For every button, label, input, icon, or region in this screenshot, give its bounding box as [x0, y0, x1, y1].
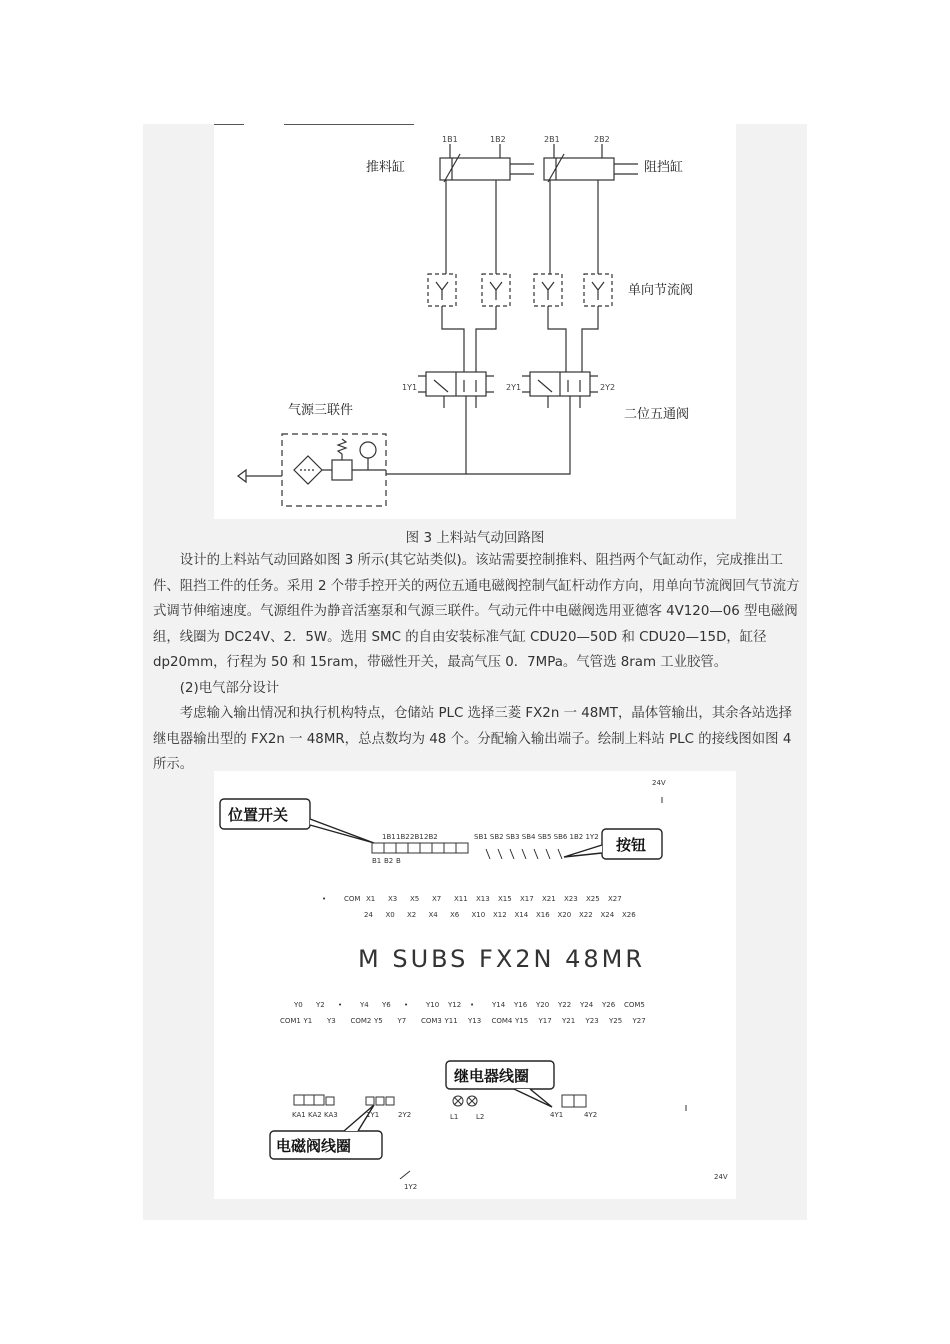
plc-output-terminal: Y14	[492, 1001, 506, 1009]
sensor-bottom-label: B	[396, 857, 401, 865]
coil-label: 2Y2	[398, 1111, 412, 1119]
plc-input-terminal: X0	[385, 911, 395, 919]
plc-input-terminal: X20	[557, 911, 572, 919]
plc-input-terminal: X2	[407, 911, 417, 919]
plc-input-terminal: 24	[364, 911, 373, 919]
plc-output-terminal: Y24	[580, 1001, 594, 1009]
plc-output-terminal: Y26	[602, 1001, 616, 1009]
plc-input-terminal: X1	[366, 895, 376, 903]
plc-output-terminal: COM5	[624, 1001, 645, 1009]
plc-output-terminal: Y2	[316, 1001, 325, 1009]
sensor-label: 1B1	[382, 833, 396, 841]
plc-input-terminal: X5	[410, 895, 420, 903]
plc-output-terminal: Y1	[303, 1017, 313, 1025]
plc-input-terminal: X24	[600, 911, 615, 919]
plc-wiring-figure	[214, 771, 736, 1199]
ka-label: KA3	[324, 1111, 338, 1119]
plc-output-terminal: •	[470, 1001, 475, 1009]
ka-label: KA2	[308, 1111, 322, 1119]
plc-input-terminal: X14	[514, 911, 529, 919]
sensor-bottom-label: B1	[372, 857, 382, 865]
plc-output-terminal: •	[338, 1001, 343, 1009]
pneumatic-circuit-figure	[214, 124, 736, 519]
plc-wiring-diagram	[214, 771, 736, 1199]
ka-label: KA1	[292, 1111, 306, 1119]
plc-input-terminal: X3	[388, 895, 398, 903]
plc-input-terminal: X6	[450, 911, 460, 919]
sensor-2b2-label: 2B2	[594, 135, 610, 144]
plc-output-terminal: Y16	[514, 1001, 528, 1009]
coil-2y2-label: 2Y2	[600, 383, 616, 392]
air-source-label: 气源三联件	[288, 403, 354, 418]
plc-input-terminal: COM	[344, 895, 361, 903]
plc-output-terminal: Y12	[448, 1001, 462, 1009]
coil-label: 4Y2	[584, 1111, 598, 1119]
figure3-caption: 图 3 上料站气动回路图	[405, 530, 545, 546]
plc-output-terminal: COM2	[350, 1017, 372, 1025]
plc-input-terminal: •	[322, 895, 327, 903]
plc-output-terminal: Y27	[632, 1017, 646, 1025]
sensor-2b1-label: 2B1	[544, 135, 560, 144]
coil-label: 1Y1	[366, 1111, 380, 1119]
sensor-label: 2B2	[424, 833, 438, 841]
plc-input-terminal: X16	[536, 911, 550, 919]
plc-output-terminal: COM1	[280, 1017, 301, 1025]
supply-top-label: 24V	[652, 779, 666, 787]
plc-output-terminal: Y13	[468, 1017, 482, 1025]
supply-bottom-label: 24V	[714, 1173, 728, 1181]
plc-input-terminal: X17	[520, 895, 534, 903]
plc-output-terminal: Y15	[515, 1017, 529, 1025]
plc-output-terminal: COM3	[421, 1017, 442, 1025]
plc-output-terminal: Y0	[294, 1001, 303, 1009]
plc-input-terminal: X11	[454, 895, 468, 903]
button-labels: SB1 SB2 SB3 SB4 SB5 SB6 1B2 1Y2	[474, 833, 599, 841]
sensor-1b1-label: 1B1	[442, 135, 458, 144]
plc-input-terminal: X7	[432, 895, 442, 903]
plc-output-terminal: Y11	[444, 1017, 458, 1025]
plc-output-terminal: Y4	[360, 1001, 369, 1009]
plc-output-terminal: COM4	[491, 1017, 513, 1025]
plc-output-terminal: Y20	[536, 1001, 550, 1009]
plc-input-terminal: X22	[579, 911, 593, 919]
plc-output-terminal: Y10	[426, 1001, 440, 1009]
coil-1y1-label: 1Y1	[402, 383, 418, 392]
coil-2y1-label: 2Y1	[506, 383, 522, 392]
paragraph-pneumatic: 设计的上料站气动回路如图 3 所示(其它站类似)。该站需要控制推料、阻挡两个气缸动作，完成推出工件、阻挡工件的任务。采用 2 个带手控开关的两位五通电磁阀控制气缸杆动作方向，用单向节流阀回气节流方式调节伸缩速度。气源组件为静音活塞泵和气源三联件。气动元件中电磁阀选用亚德客 4V120—06 型电磁阀组，线圈为 DC24V、2．5W。选用 SMC 的自由安装标准气缸 CDU20—50D 和 CDU20—15D，缸径 dp20mm，行程为 50 和 15ram，带磁性开关，最高气压 0．7MPa。气管选 8ram 工业胶管。	[153, 553, 800, 670]
body-text	[153, 548, 805, 778]
sensor-bottom-label: B2	[384, 857, 394, 865]
lamp-label: L1	[450, 1113, 459, 1121]
plc-input-terminal: X10	[471, 911, 486, 919]
plc-output-terminal: Y22	[558, 1001, 572, 1009]
button-callout: 按钮	[616, 836, 647, 854]
document-page	[143, 124, 807, 1220]
throttle-valve-label: 单向节流阀	[628, 283, 694, 298]
solenoid-coil-callout: 电磁阀线圈	[276, 1137, 352, 1155]
plc-input-terminal: X26	[622, 911, 636, 919]
sensor-label: 2B1	[410, 833, 424, 841]
paragraph-electrical: 考虑输入输出情况和执行机构特点，仓储站 PLC 选择三菱 FX2n 一 48MT，晶体管输出，其余各站选择继电器输出型的 FX2n 一 48MR，总点数均为 48 个。分配输入输出端子。绘制上料站 PLC 的接线图如图 4 所示。	[153, 706, 793, 772]
plc-input-terminal: X25	[586, 895, 600, 903]
sensor-label: 1B2	[396, 833, 410, 841]
plc-output-terminal: •	[404, 1001, 409, 1009]
plc-input-terminal: X23	[564, 895, 578, 903]
sensor-1b2-label: 1B2	[490, 135, 506, 144]
plc-output-terminal: Y7	[397, 1017, 407, 1025]
plc-output-terminal: Y23	[585, 1017, 599, 1025]
coil-label: 4Y1	[550, 1111, 564, 1119]
plc-model-label: M SUBS FX2N 48MR	[358, 945, 646, 973]
push-cylinder-label: 推料缸	[366, 160, 406, 175]
plc-input-terminal: X13	[476, 895, 490, 903]
plc-output-terminal: Y25	[609, 1017, 623, 1025]
plc-output-terminal: Y21	[562, 1017, 576, 1025]
plc-output-terminal: Y5	[374, 1017, 383, 1025]
pneumatic-circuit-diagram	[214, 124, 736, 519]
plc-input-terminal: X27	[608, 895, 622, 903]
stop-cylinder-label: 阻挡缸	[644, 160, 684, 175]
plc-output-terminal: Y6	[382, 1001, 391, 1009]
five-way-valve-label: 二位五通阀	[624, 407, 690, 422]
plc-output-terminal: Y3	[327, 1017, 336, 1025]
plc-input-terminal: X15	[498, 895, 512, 903]
bottom-note: 1Y2	[404, 1183, 418, 1191]
plc-output-terminal: Y17	[538, 1017, 552, 1025]
plc-input-terminal: X12	[493, 911, 507, 919]
relay-coil-callout: 继电器线圈	[454, 1067, 530, 1085]
plc-input-terminal: X21	[542, 895, 556, 903]
lamp-label: L2	[476, 1113, 485, 1121]
plc-input-terminal: X4	[428, 911, 438, 919]
position-switch-callout: 位置开关	[228, 806, 289, 824]
section-heading-electrical: (2)电气部分设计	[179, 680, 280, 696]
